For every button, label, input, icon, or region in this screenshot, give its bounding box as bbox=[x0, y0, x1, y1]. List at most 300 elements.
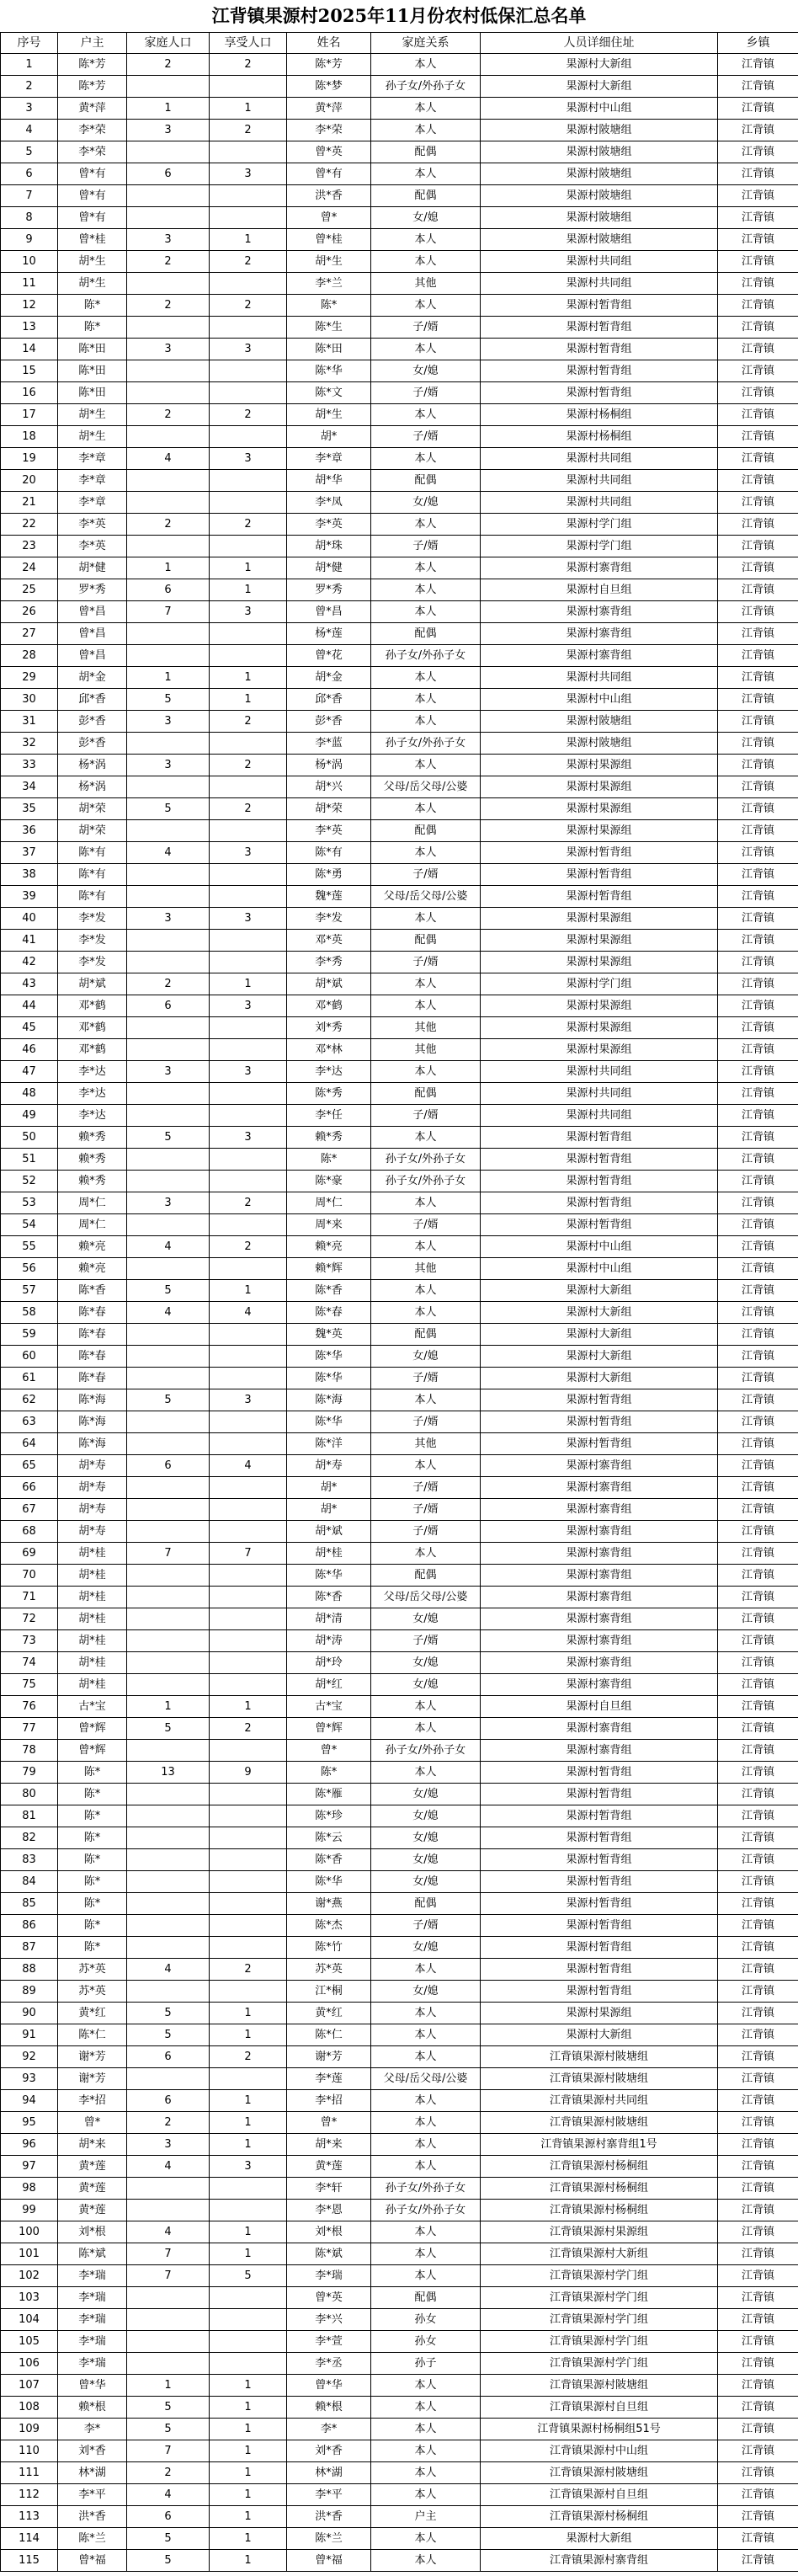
cell-address: 果源村陂塘组 bbox=[481, 163, 718, 185]
cell-address: 果源村果源组 bbox=[481, 798, 718, 820]
cell-seq: 15 bbox=[1, 360, 58, 382]
cell-town: 江背镇 bbox=[718, 1937, 798, 1959]
cell-name: 陈*文 bbox=[287, 382, 371, 404]
table-row bbox=[1, 2506, 798, 2528]
cell-name: 陈*秀 bbox=[287, 1083, 371, 1105]
table-row bbox=[1, 1368, 798, 1389]
cell-name: 邓*英 bbox=[287, 930, 371, 952]
cell-covered-count: 2 bbox=[210, 54, 287, 76]
cell-covered-count bbox=[210, 1652, 287, 1674]
cell-address: 果源村暂背组 bbox=[481, 1937, 718, 1959]
cell-family-size bbox=[127, 864, 210, 886]
cell-seq: 96 bbox=[1, 2134, 58, 2156]
table-row bbox=[1, 689, 798, 711]
table-row bbox=[1, 536, 798, 557]
cell-relation: 配偶 bbox=[371, 623, 481, 645]
cell-household-head: 胡*桂 bbox=[58, 1587, 127, 1608]
cell-name: 胡* bbox=[287, 1499, 371, 1521]
cell-covered-count bbox=[210, 1915, 287, 1937]
cell-relation: 本人 bbox=[371, 2090, 481, 2112]
cell-family-size: 1 bbox=[127, 667, 210, 689]
table-row bbox=[1, 1039, 798, 1061]
cell-seq: 50 bbox=[1, 1127, 58, 1149]
cell-name: 陈*华 bbox=[287, 1346, 371, 1368]
cell-covered-count bbox=[210, 1805, 287, 1827]
cell-covered-count bbox=[210, 2068, 287, 2090]
cell-household-head: 陈*春 bbox=[58, 1346, 127, 1368]
table-row bbox=[1, 1521, 798, 1543]
cell-household-head: 邓*鹤 bbox=[58, 1039, 127, 1061]
cell-household-head: 陈* bbox=[58, 1849, 127, 1871]
cell-seq: 14 bbox=[1, 339, 58, 360]
header-covered-count: 享受人口 bbox=[210, 33, 287, 54]
cell-town: 江背镇 bbox=[718, 820, 798, 842]
cell-town: 江背镇 bbox=[718, 2287, 798, 2309]
cell-covered-count: 4 bbox=[210, 1455, 287, 1477]
header-household-head: 户主 bbox=[58, 33, 127, 54]
cell-family-size: 2 bbox=[127, 2462, 210, 2484]
cell-household-head: 曾*有 bbox=[58, 207, 127, 229]
cell-covered-count bbox=[210, 426, 287, 448]
table-row bbox=[1, 1805, 798, 1827]
cell-town: 江背镇 bbox=[718, 1411, 798, 1433]
cell-household-head: 林*湖 bbox=[58, 2462, 127, 2484]
cell-covered-count: 1 bbox=[210, 2112, 287, 2134]
cell-name: 李*英 bbox=[287, 514, 371, 536]
cell-name: 彭*香 bbox=[287, 711, 371, 733]
cell-relation: 本人 bbox=[371, 2484, 481, 2506]
cell-town: 江背镇 bbox=[718, 1433, 798, 1455]
cell-covered-count bbox=[210, 76, 287, 98]
cell-household-head: 李*英 bbox=[58, 536, 127, 557]
cell-household-head: 陈*芳 bbox=[58, 76, 127, 98]
cell-household-head: 陈* bbox=[58, 1762, 127, 1784]
cell-seq: 27 bbox=[1, 623, 58, 645]
cell-seq: 77 bbox=[1, 1718, 58, 1740]
cell-household-head: 陈* bbox=[58, 317, 127, 339]
cell-family-size: 6 bbox=[127, 163, 210, 185]
cell-relation: 父母/岳父母/公婆 bbox=[371, 776, 481, 798]
cell-family-size bbox=[127, 360, 210, 382]
cell-relation: 本人 bbox=[371, 1543, 481, 1565]
cell-town: 江背镇 bbox=[718, 2112, 798, 2134]
cell-town: 江背镇 bbox=[718, 2178, 798, 2200]
cell-town: 江背镇 bbox=[718, 711, 798, 733]
cell-family-size: 4 bbox=[127, 2221, 210, 2243]
cell-covered-count: 2 bbox=[210, 2046, 287, 2068]
cell-relation: 子/婿 bbox=[371, 864, 481, 886]
table-row bbox=[1, 886, 798, 908]
cell-name: 赖*辉 bbox=[287, 1258, 371, 1280]
cell-seq: 61 bbox=[1, 1368, 58, 1389]
cell-town: 江背镇 bbox=[718, 339, 798, 360]
table-row bbox=[1, 1324, 798, 1346]
cell-address: 江背镇果源村陂塘组 bbox=[481, 2112, 718, 2134]
cell-address: 果源村暂背组 bbox=[481, 1871, 718, 1893]
cell-covered-count: 3 bbox=[210, 163, 287, 185]
table-row bbox=[1, 1017, 798, 1039]
cell-address: 江背镇果源村自旦组 bbox=[481, 2484, 718, 2506]
cell-household-head: 曾*有 bbox=[58, 163, 127, 185]
cell-seq: 73 bbox=[1, 1630, 58, 1652]
cell-family-size: 5 bbox=[127, 2024, 210, 2046]
cell-address: 果源村寨背组 bbox=[481, 1499, 718, 1521]
cell-relation: 本人 bbox=[371, 973, 481, 995]
cell-household-head: 赖*亮 bbox=[58, 1258, 127, 1280]
cell-address: 果源村寨背组 bbox=[481, 1455, 718, 1477]
cell-family-size: 3 bbox=[127, 1061, 210, 1083]
cell-name: 赖*亮 bbox=[287, 1236, 371, 1258]
cell-address: 果源村中山组 bbox=[481, 1258, 718, 1280]
cell-town: 江背镇 bbox=[718, 1871, 798, 1893]
cell-relation: 子/婿 bbox=[371, 382, 481, 404]
cell-name: 李*达 bbox=[287, 1061, 371, 1083]
cell-name: 李*瑞 bbox=[287, 2265, 371, 2287]
cell-covered-count bbox=[210, 207, 287, 229]
cell-seq: 85 bbox=[1, 1893, 58, 1915]
cell-name: 苏*英 bbox=[287, 1959, 371, 1981]
cell-covered-count: 1 bbox=[210, 2090, 287, 2112]
table-row bbox=[1, 973, 798, 995]
table-row bbox=[1, 2221, 798, 2243]
table-body bbox=[1, 54, 798, 2572]
cell-seq: 95 bbox=[1, 2112, 58, 2134]
cell-name: 胡*斌 bbox=[287, 973, 371, 995]
cell-relation: 本人 bbox=[371, 2046, 481, 2068]
subsidy-table bbox=[0, 32, 798, 2572]
cell-seq: 57 bbox=[1, 1280, 58, 1302]
cell-seq: 13 bbox=[1, 317, 58, 339]
header-seq: 序号 bbox=[1, 33, 58, 54]
cell-seq: 71 bbox=[1, 1587, 58, 1608]
cell-name: 胡*红 bbox=[287, 1674, 371, 1696]
cell-covered-count bbox=[210, 1827, 287, 1849]
cell-relation: 户主 bbox=[371, 2506, 481, 2528]
cell-family-size bbox=[127, 2353, 210, 2375]
cell-household-head: 李*瑞 bbox=[58, 2353, 127, 2375]
cell-relation: 子/婿 bbox=[371, 1105, 481, 1127]
table-row bbox=[1, 339, 798, 360]
cell-town: 江背镇 bbox=[718, 2309, 798, 2331]
cell-address: 果源村陂塘组 bbox=[481, 120, 718, 141]
table-row bbox=[1, 733, 798, 755]
cell-family-size: 4 bbox=[127, 842, 210, 864]
table-row bbox=[1, 2309, 798, 2331]
cell-seq: 69 bbox=[1, 1543, 58, 1565]
table-row bbox=[1, 1455, 798, 1477]
cell-address: 果源村大新组 bbox=[481, 1368, 718, 1389]
cell-seq: 64 bbox=[1, 1433, 58, 1455]
cell-address: 果源村暂背组 bbox=[481, 886, 718, 908]
cell-family-size: 4 bbox=[127, 2156, 210, 2178]
cell-covered-count bbox=[210, 1849, 287, 1871]
cell-seq: 42 bbox=[1, 952, 58, 973]
cell-household-head: 罗*秀 bbox=[58, 579, 127, 601]
cell-address: 果源村陂塘组 bbox=[481, 733, 718, 755]
table-row bbox=[1, 2200, 798, 2221]
cell-address: 果源村暂背组 bbox=[481, 1214, 718, 1236]
cell-relation: 本人 bbox=[371, 229, 481, 251]
cell-covered-count: 2 bbox=[210, 798, 287, 820]
cell-seq: 99 bbox=[1, 2200, 58, 2221]
cell-family-size bbox=[127, 185, 210, 207]
cell-covered-count: 2 bbox=[210, 1718, 287, 1740]
cell-seq: 29 bbox=[1, 667, 58, 689]
table-row bbox=[1, 2353, 798, 2375]
cell-town: 江背镇 bbox=[718, 163, 798, 185]
cell-relation: 父母/岳父母/公婆 bbox=[371, 2068, 481, 2090]
cell-address: 果源村寨背组 bbox=[481, 1740, 718, 1762]
cell-name: 李*平 bbox=[287, 2484, 371, 2506]
cell-address: 江背镇果源村杨桐组51号 bbox=[481, 2419, 718, 2440]
cell-relation: 其他 bbox=[371, 1258, 481, 1280]
cell-town: 江背镇 bbox=[718, 1587, 798, 1608]
cell-name: 胡*玲 bbox=[287, 1652, 371, 1674]
cell-name: 李*发 bbox=[287, 908, 371, 930]
cell-family-size: 2 bbox=[127, 54, 210, 76]
cell-household-head: 李*荣 bbox=[58, 120, 127, 141]
cell-household-head: 赖*秀 bbox=[58, 1127, 127, 1149]
cell-address: 果源村共同组 bbox=[481, 273, 718, 295]
cell-household-head: 胡*桂 bbox=[58, 1608, 127, 1630]
cell-covered-count bbox=[210, 2353, 287, 2375]
table-row bbox=[1, 54, 798, 76]
cell-household-head: 曾*昌 bbox=[58, 645, 127, 667]
cell-seq: 63 bbox=[1, 1411, 58, 1433]
cell-family-size: 5 bbox=[127, 1127, 210, 1149]
cell-household-head: 胡*桂 bbox=[58, 1674, 127, 1696]
cell-relation: 本人 bbox=[371, 448, 481, 470]
cell-household-head: 陈* bbox=[58, 1871, 127, 1893]
cell-household-head: 李*章 bbox=[58, 448, 127, 470]
cell-relation: 本人 bbox=[371, 995, 481, 1017]
cell-seq: 51 bbox=[1, 1149, 58, 1171]
cell-seq: 7 bbox=[1, 185, 58, 207]
cell-relation: 本人 bbox=[371, 251, 481, 273]
cell-name: 陈*珍 bbox=[287, 1805, 371, 1827]
cell-town: 江背镇 bbox=[718, 1696, 798, 1718]
table-row bbox=[1, 908, 798, 930]
cell-name: 陈*香 bbox=[287, 1849, 371, 1871]
cell-address: 江背镇果源村果源组 bbox=[481, 2221, 718, 2243]
cell-address: 果源村暂背组 bbox=[481, 842, 718, 864]
cell-covered-count: 1 bbox=[210, 667, 287, 689]
cell-address: 果源村暂背组 bbox=[481, 1915, 718, 1937]
cell-seq: 46 bbox=[1, 1039, 58, 1061]
table-row bbox=[1, 514, 798, 536]
cell-household-head: 曾*福 bbox=[58, 2550, 127, 2572]
cell-seq: 110 bbox=[1, 2440, 58, 2462]
cell-household-head: 黄*莲 bbox=[58, 2178, 127, 2200]
cell-covered-count: 1 bbox=[210, 2134, 287, 2156]
cell-household-head: 曾*华 bbox=[58, 2375, 127, 2397]
cell-relation: 其他 bbox=[371, 273, 481, 295]
cell-address: 江背镇果源村寨背组 bbox=[481, 2550, 718, 2572]
cell-family-size bbox=[127, 1893, 210, 1915]
cell-covered-count: 1 bbox=[210, 2003, 287, 2024]
cell-name: 李*萱 bbox=[287, 2331, 371, 2353]
cell-town: 江背镇 bbox=[718, 1543, 798, 1565]
cell-family-size bbox=[127, 1039, 210, 1061]
cell-town: 江背镇 bbox=[718, 1346, 798, 1368]
cell-household-head: 陈*芳 bbox=[58, 54, 127, 76]
cell-relation: 本人 bbox=[371, 689, 481, 711]
cell-seq: 26 bbox=[1, 601, 58, 623]
cell-address: 果源村陂塘组 bbox=[481, 207, 718, 229]
cell-address: 江背镇果源村学门组 bbox=[481, 2265, 718, 2287]
cell-town: 江背镇 bbox=[718, 404, 798, 426]
cell-household-head: 李*瑞 bbox=[58, 2265, 127, 2287]
cell-family-size: 5 bbox=[127, 2003, 210, 2024]
cell-seq: 40 bbox=[1, 908, 58, 930]
cell-covered-count: 2 bbox=[210, 1959, 287, 1981]
cell-family-size bbox=[127, 536, 210, 557]
cell-family-size bbox=[127, 1171, 210, 1192]
cell-name: 古*宝 bbox=[287, 1696, 371, 1718]
cell-town: 江背镇 bbox=[718, 1302, 798, 1324]
cell-town: 江背镇 bbox=[718, 1236, 798, 1258]
cell-name: 陈*斌 bbox=[287, 2243, 371, 2265]
cell-household-head: 曾*有 bbox=[58, 185, 127, 207]
cell-town: 江背镇 bbox=[718, 2090, 798, 2112]
cell-family-size bbox=[127, 820, 210, 842]
cell-address: 江背镇果源村杨桐组 bbox=[481, 2156, 718, 2178]
cell-seq: 58 bbox=[1, 1302, 58, 1324]
cell-town: 江背镇 bbox=[718, 1149, 798, 1171]
cell-name: 陈*兰 bbox=[287, 2528, 371, 2550]
cell-name: 黄*萍 bbox=[287, 98, 371, 120]
cell-household-head: 洪*香 bbox=[58, 2506, 127, 2528]
cell-address: 江背镇果源村共同组 bbox=[481, 2090, 718, 2112]
table-row bbox=[1, 1565, 798, 1587]
cell-address: 果源村寨背组 bbox=[481, 1630, 718, 1652]
cell-family-size: 3 bbox=[127, 120, 210, 141]
cell-relation: 本人 bbox=[371, 2550, 481, 2572]
cell-family-size bbox=[127, 1630, 210, 1652]
cell-seq: 111 bbox=[1, 2462, 58, 2484]
cell-address: 果源村暂背组 bbox=[481, 1192, 718, 1214]
cell-family-size bbox=[127, 2287, 210, 2309]
table-row bbox=[1, 1127, 798, 1149]
cell-household-head: 胡*桂 bbox=[58, 1652, 127, 1674]
cell-town: 江背镇 bbox=[718, 930, 798, 952]
cell-town: 江背镇 bbox=[718, 317, 798, 339]
table-row bbox=[1, 76, 798, 98]
cell-name: 杨*涡 bbox=[287, 755, 371, 776]
cell-family-size: 13 bbox=[127, 1762, 210, 1784]
cell-covered-count bbox=[210, 1608, 287, 1630]
cell-covered-count bbox=[210, 1565, 287, 1587]
cell-address: 果源村大新组 bbox=[481, 1324, 718, 1346]
cell-household-head: 胡*斌 bbox=[58, 973, 127, 995]
cell-relation: 孙子女/外孙子女 bbox=[371, 1149, 481, 1171]
cell-address: 果源村陂塘组 bbox=[481, 711, 718, 733]
cell-family-size bbox=[127, 623, 210, 645]
table-row bbox=[1, 1587, 798, 1608]
cell-name: 陈*华 bbox=[287, 1565, 371, 1587]
cell-address: 果源村大新组 bbox=[481, 54, 718, 76]
cell-household-head: 李*章 bbox=[58, 470, 127, 492]
cell-name: 陈*香 bbox=[287, 1587, 371, 1608]
table-row bbox=[1, 360, 798, 382]
cell-name: 胡*珠 bbox=[287, 536, 371, 557]
cell-town: 江背镇 bbox=[718, 2243, 798, 2265]
cell-covered-count: 1 bbox=[210, 1696, 287, 1718]
table-row bbox=[1, 1740, 798, 1762]
cell-covered-count: 1 bbox=[210, 557, 287, 579]
cell-household-head: 李*发 bbox=[58, 930, 127, 952]
cell-address: 果源村中山组 bbox=[481, 98, 718, 120]
cell-address: 果源村大新组 bbox=[481, 1302, 718, 1324]
table-row bbox=[1, 557, 798, 579]
cell-household-head: 曾*昌 bbox=[58, 601, 127, 623]
table-row bbox=[1, 755, 798, 776]
cell-town: 江背镇 bbox=[718, 2462, 798, 2484]
cell-family-size bbox=[127, 1477, 210, 1499]
cell-town: 江背镇 bbox=[718, 1039, 798, 1061]
cell-household-head: 陈* bbox=[58, 1805, 127, 1827]
cell-seq: 47 bbox=[1, 1061, 58, 1083]
cell-household-head: 赖*秀 bbox=[58, 1171, 127, 1192]
cell-address: 果源村暂背组 bbox=[481, 339, 718, 360]
cell-covered-count bbox=[210, 2309, 287, 2331]
cell-family-size bbox=[127, 1324, 210, 1346]
cell-covered-count bbox=[210, 623, 287, 645]
cell-name: 魏*莲 bbox=[287, 886, 371, 908]
cell-household-head: 胡*生 bbox=[58, 426, 127, 448]
cell-relation: 子/婿 bbox=[371, 1630, 481, 1652]
cell-address: 果源村学门组 bbox=[481, 536, 718, 557]
cell-family-size: 6 bbox=[127, 2046, 210, 2068]
cell-address: 果源村共同组 bbox=[481, 1083, 718, 1105]
cell-address: 果源村寨背组 bbox=[481, 1608, 718, 1630]
cell-address: 果源村果源组 bbox=[481, 930, 718, 952]
cell-address: 果源村自旦组 bbox=[481, 579, 718, 601]
cell-covered-count bbox=[210, 733, 287, 755]
cell-covered-count bbox=[210, 886, 287, 908]
cell-address: 果源村大新组 bbox=[481, 2024, 718, 2046]
cell-covered-count bbox=[210, 360, 287, 382]
cell-name: 李*英 bbox=[287, 820, 371, 842]
cell-seq: 72 bbox=[1, 1608, 58, 1630]
cell-household-head: 陈*海 bbox=[58, 1433, 127, 1455]
cell-relation: 本人 bbox=[371, 667, 481, 689]
cell-relation: 本人 bbox=[371, 339, 481, 360]
cell-seq: 11 bbox=[1, 273, 58, 295]
cell-relation: 配偶 bbox=[371, 1565, 481, 1587]
cell-family-size: 1 bbox=[127, 1696, 210, 1718]
cell-name: 胡*健 bbox=[287, 557, 371, 579]
cell-family-size bbox=[127, 141, 210, 163]
cell-name: 李*秀 bbox=[287, 952, 371, 973]
cell-covered-count: 4 bbox=[210, 1302, 287, 1324]
cell-address: 果源村暂背组 bbox=[481, 317, 718, 339]
cell-seq: 67 bbox=[1, 1499, 58, 1521]
cell-household-head: 胡*荣 bbox=[58, 798, 127, 820]
cell-covered-count: 3 bbox=[210, 995, 287, 1017]
cell-seq: 88 bbox=[1, 1959, 58, 1981]
cell-town: 江背镇 bbox=[718, 1674, 798, 1696]
cell-relation: 本人 bbox=[371, 2419, 481, 2440]
table-row bbox=[1, 2287, 798, 2309]
cell-address: 果源村杨桐组 bbox=[481, 426, 718, 448]
table-row bbox=[1, 623, 798, 645]
cell-address: 果源村寨背组 bbox=[481, 557, 718, 579]
cell-household-head: 胡*生 bbox=[58, 404, 127, 426]
cell-name: 胡*金 bbox=[287, 667, 371, 689]
cell-household-head: 胡*桂 bbox=[58, 1630, 127, 1652]
cell-relation: 本人 bbox=[371, 514, 481, 536]
